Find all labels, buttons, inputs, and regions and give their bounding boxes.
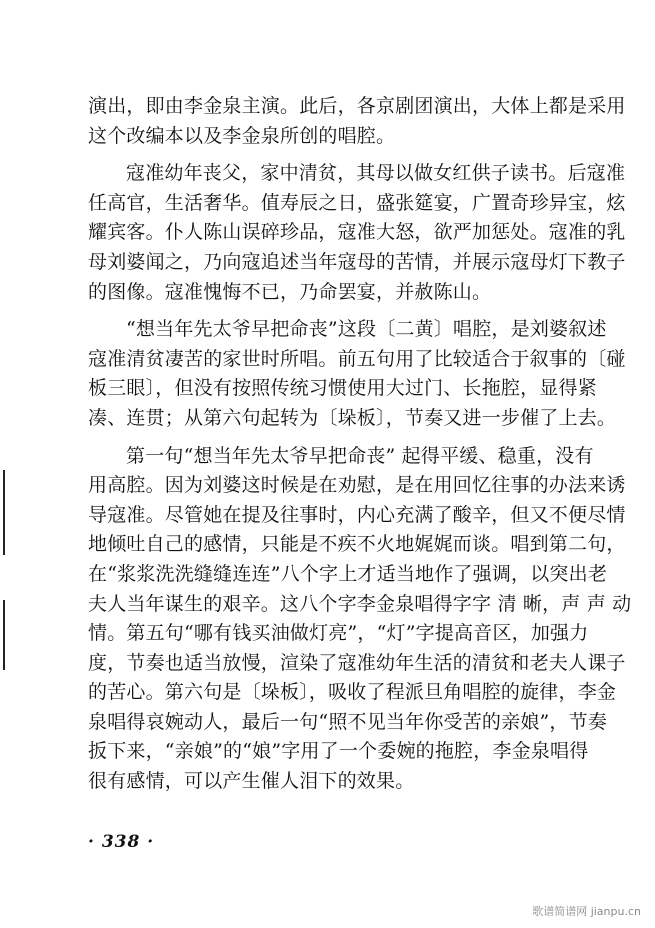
- text-line: 寇准清贫凄苦的家世时所唱。前五句用了比较适合于叙事的〔碰: [88, 347, 626, 370]
- text-line: 夫人当年谋生的艰辛。这八个字李金泉唱得字字 清 晰，声 声 动: [88, 592, 632, 615]
- text-line: 用高腔。因为刘婆这时候是在劝慰，是在用回忆往事的办法来诱: [88, 474, 626, 497]
- text-line: 很有感情，可以产生催人泪下的效果。: [88, 770, 415, 793]
- text-line: 导寇准。尽管她在提及往事时，内心充满了酸辛，但又不便尽情: [88, 503, 626, 526]
- text-line: 的图像。寇准愧悔不已，乃命罢宴，并赦陈山。: [88, 280, 492, 303]
- watermark: 歌谱简谱网 jianpu.cn: [532, 905, 641, 918]
- text-line: 度，节奏也适当放慢，渲染了寇准幼年生活的清贫和老夫人课子: [88, 651, 626, 674]
- text-line: 演出，即由李金泉主演。此后，各京剧团演出，大体上都是采用: [88, 95, 626, 117]
- text-line: 泉唱得哀婉动人，最后一句“照不见当年你受苦的亲娘”，节奏: [88, 710, 608, 733]
- text-line: 耀宾客。仆人陈山误碎珍品，寇准大怒，欲严加惩处。寇准的乳: [88, 221, 626, 244]
- text-line: 板三眼〕，但没有按照传统习惯使用大过门、长拖腔，显得紧: [88, 377, 597, 400]
- scan-edge-mark: [3, 470, 5, 555]
- paragraph-3: [88, 315, 624, 433]
- text-line: 情。第五句“哪有钱买油做灯亮”，“灯”字提高音区，加强力: [88, 622, 589, 645]
- text-line: 地倾吐自己的感情，只能是不疾不火地娓娓而谈。唱到第二句，: [88, 533, 626, 556]
- paragraph-2: [88, 159, 624, 307]
- body-text: [88, 92, 632, 797]
- text-line: 扳下来，“亲娘”的“娘”字用了一个委婉的拖腔，李金泉唱得: [88, 740, 589, 763]
- text-line: 这个改编本以及李金泉所创的唱腔。: [88, 124, 396, 147]
- paragraph-1: [88, 92, 624, 151]
- text-line: 母刘婆闻之，乃向寇追述当年寇母的苦情，并展示寇母灯下教子: [88, 250, 626, 273]
- text-line: 的苦心。第六句是〔垛板〕，吸收了程派旦角唱腔的旋律，李金: [88, 681, 617, 704]
- text-line: 在“浆浆洗洗缝缝连连”八个字上才适当地作了强调，以突出老: [88, 562, 608, 585]
- text-line: 凑、连贯；从第六句起转为〔垛板〕，节奏又进一步催了上去。: [88, 406, 617, 429]
- page-number: · 338 ·: [88, 832, 155, 852]
- text-line: 第一句“想当年先太爷早把命丧” 起得平缓、稳重，没有: [126, 444, 594, 467]
- paragraph-4: [88, 442, 632, 797]
- text-line: 任高官，生活奢华。值寿辰之日，盛张筵宴，广置奇珍异宝，炫: [88, 191, 626, 214]
- scan-edge-mark: [3, 600, 5, 670]
- text-line: 寇准幼年丧父，家中清贫，其母以做女红供子读书。后寇准: [126, 162, 626, 185]
- text-line: “想当年先太爷早把命丧”这段〔二黄〕唱腔，是刘婆叙述: [126, 318, 607, 341]
